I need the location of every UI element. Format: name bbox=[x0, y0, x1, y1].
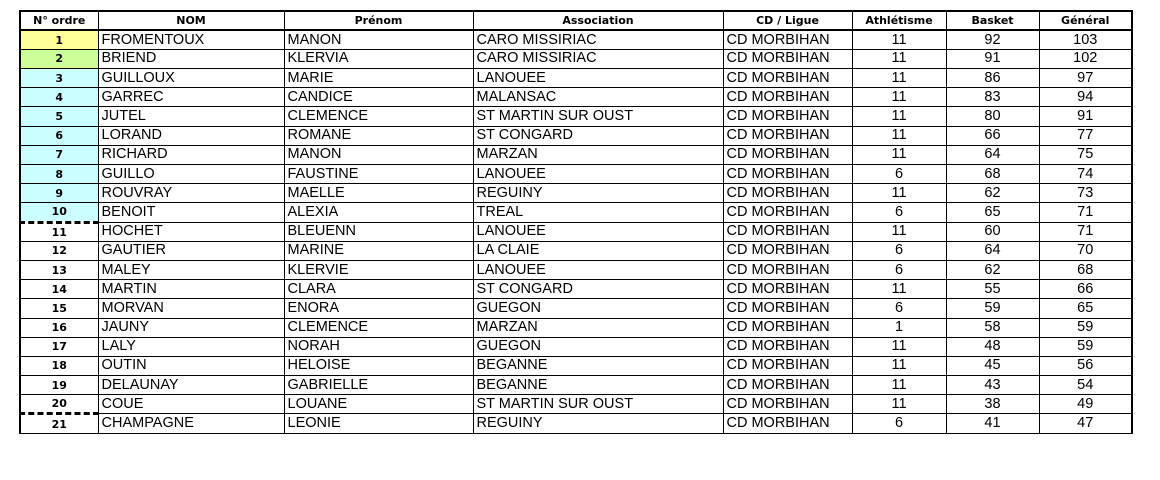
cell-ligue: CD MORBIHAN bbox=[723, 356, 852, 375]
cell-athletisme: 11 bbox=[852, 126, 946, 145]
table-row bbox=[20, 107, 1132, 126]
cell-rank: 4 bbox=[20, 88, 98, 107]
cell-nom: COUE bbox=[98, 395, 284, 414]
table-row bbox=[20, 376, 1132, 395]
cell-rank: 11 bbox=[20, 222, 98, 241]
cell-rank: 21 bbox=[20, 414, 98, 433]
cell-basket: 64 bbox=[946, 241, 1039, 260]
cell-general: 66 bbox=[1039, 280, 1132, 299]
cell-prenom: CLEMENCE bbox=[284, 318, 473, 337]
cell-association: ST MARTIN SUR OUST bbox=[473, 107, 723, 126]
cell-general: 75 bbox=[1039, 145, 1132, 164]
cell-rank: 13 bbox=[20, 260, 98, 279]
cell-prenom: BLEUENN bbox=[284, 222, 473, 241]
cell-general: 74 bbox=[1039, 165, 1132, 184]
cell-prenom: NORAH bbox=[284, 337, 473, 356]
cell-nom: MORVAN bbox=[98, 299, 284, 318]
cell-association: LANOUEE bbox=[473, 222, 723, 241]
table-row bbox=[20, 203, 1132, 222]
cell-association: TREAL bbox=[473, 203, 723, 222]
cell-prenom: KLERVIE bbox=[284, 260, 473, 279]
cell-ligue: CD MORBIHAN bbox=[723, 260, 852, 279]
cell-ligue: CD MORBIHAN bbox=[723, 88, 852, 107]
cell-rank: 6 bbox=[20, 126, 98, 145]
header-athletisme: Athlétisme bbox=[852, 11, 946, 30]
cell-association: ST CONGARD bbox=[473, 280, 723, 299]
cell-athletisme: 1 bbox=[852, 318, 946, 337]
header-prenom: Prénom bbox=[284, 11, 473, 30]
table-row bbox=[20, 49, 1132, 68]
cell-athletisme: 11 bbox=[852, 145, 946, 164]
header-rank: N° ordre bbox=[20, 11, 98, 30]
cell-rank: 16 bbox=[20, 318, 98, 337]
cell-nom: GARREC bbox=[98, 88, 284, 107]
cell-association: CARO MISSIRIAC bbox=[473, 30, 723, 49]
cell-rank: 15 bbox=[20, 299, 98, 318]
cell-general: 49 bbox=[1039, 395, 1132, 414]
cell-general: 71 bbox=[1039, 203, 1132, 222]
cell-nom: GAUTIER bbox=[98, 241, 284, 260]
header-basket: Basket bbox=[946, 11, 1039, 30]
cell-athletisme: 11 bbox=[852, 49, 946, 68]
cell-prenom: FAUSTINE bbox=[284, 165, 473, 184]
cell-basket: 62 bbox=[946, 184, 1039, 203]
cell-prenom: CLEMENCE bbox=[284, 107, 473, 126]
cell-association: REGUINY bbox=[473, 414, 723, 433]
cell-athletisme: 11 bbox=[852, 184, 946, 203]
cell-nom: DELAUNAY bbox=[98, 376, 284, 395]
cell-association: GUEGON bbox=[473, 299, 723, 318]
cell-basket: 58 bbox=[946, 318, 1039, 337]
cell-association: LANOUEE bbox=[473, 69, 723, 88]
cell-nom: CHAMPAGNE bbox=[98, 414, 284, 433]
table-row bbox=[20, 356, 1132, 375]
cell-general: 102 bbox=[1039, 49, 1132, 68]
cell-general: 70 bbox=[1039, 241, 1132, 260]
table-row bbox=[20, 280, 1132, 299]
table-row bbox=[20, 337, 1132, 356]
cell-basket: 43 bbox=[946, 376, 1039, 395]
table-row bbox=[20, 165, 1132, 184]
cell-basket: 45 bbox=[946, 356, 1039, 375]
cell-athletisme: 6 bbox=[852, 203, 946, 222]
cell-association: LANOUEE bbox=[473, 165, 723, 184]
cell-association: GUEGON bbox=[473, 337, 723, 356]
cell-prenom: MARINE bbox=[284, 241, 473, 260]
cell-ligue: CD MORBIHAN bbox=[723, 414, 852, 433]
cell-prenom: KLERVIA bbox=[284, 49, 473, 68]
header-row bbox=[20, 11, 1132, 30]
cell-rank: 2 bbox=[20, 49, 98, 68]
table-row bbox=[20, 222, 1132, 241]
cell-ligue: CD MORBIHAN bbox=[723, 241, 852, 260]
cell-ligue: CD MORBIHAN bbox=[723, 280, 852, 299]
cell-general: 65 bbox=[1039, 299, 1132, 318]
cell-ligue: CD MORBIHAN bbox=[723, 395, 852, 414]
cell-nom: HOCHET bbox=[98, 222, 284, 241]
results-body bbox=[20, 30, 1132, 433]
cell-nom: JAUNY bbox=[98, 318, 284, 337]
cell-association: BEGANNE bbox=[473, 376, 723, 395]
table-row bbox=[20, 318, 1132, 337]
cell-rank: 7 bbox=[20, 145, 98, 164]
cell-nom: JUTEL bbox=[98, 107, 284, 126]
cell-general: 56 bbox=[1039, 356, 1132, 375]
cell-general: 47 bbox=[1039, 414, 1132, 433]
cell-basket: 48 bbox=[946, 337, 1039, 356]
cell-prenom: HELOISE bbox=[284, 356, 473, 375]
cell-basket: 66 bbox=[946, 126, 1039, 145]
cell-ligue: CD MORBIHAN bbox=[723, 337, 852, 356]
table-row bbox=[20, 30, 1132, 49]
cell-basket: 59 bbox=[946, 299, 1039, 318]
cell-nom: RICHARD bbox=[98, 145, 284, 164]
cell-athletisme: 6 bbox=[852, 414, 946, 433]
cell-athletisme: 6 bbox=[852, 299, 946, 318]
cell-athletisme: 11 bbox=[852, 337, 946, 356]
cell-athletisme: 6 bbox=[852, 260, 946, 279]
header-nom: NOM bbox=[98, 11, 284, 30]
cell-rank: 14 bbox=[20, 280, 98, 299]
cell-ligue: CD MORBIHAN bbox=[723, 126, 852, 145]
cell-basket: 62 bbox=[946, 260, 1039, 279]
cell-nom: FROMENTOUX bbox=[98, 30, 284, 49]
cell-prenom: MANON bbox=[284, 30, 473, 49]
cell-nom: LALY bbox=[98, 337, 284, 356]
table-row bbox=[20, 395, 1132, 414]
cell-rank: 19 bbox=[20, 376, 98, 395]
cell-general: 77 bbox=[1039, 126, 1132, 145]
cell-basket: 86 bbox=[946, 69, 1039, 88]
cell-rank: 18 bbox=[20, 356, 98, 375]
cell-prenom: MANON bbox=[284, 145, 473, 164]
cell-association: MARZAN bbox=[473, 318, 723, 337]
cell-athletisme: 11 bbox=[852, 376, 946, 395]
cell-association: LA CLAIE bbox=[473, 241, 723, 260]
cell-prenom: LOUANE bbox=[284, 395, 473, 414]
cell-prenom: MARIE bbox=[284, 69, 473, 88]
cell-prenom: ROMANE bbox=[284, 126, 473, 145]
table-row bbox=[20, 88, 1132, 107]
cell-basket: 41 bbox=[946, 414, 1039, 433]
cell-basket: 92 bbox=[946, 30, 1039, 49]
cell-association: ST CONGARD bbox=[473, 126, 723, 145]
cell-basket: 64 bbox=[946, 145, 1039, 164]
cell-athletisme: 11 bbox=[852, 356, 946, 375]
table-row bbox=[20, 241, 1132, 260]
cell-ligue: CD MORBIHAN bbox=[723, 69, 852, 88]
cell-prenom: GABRIELLE bbox=[284, 376, 473, 395]
cell-association: BEGANNE bbox=[473, 356, 723, 375]
cell-nom: BRIEND bbox=[98, 49, 284, 68]
cell-prenom: CANDICE bbox=[284, 88, 473, 107]
table-row bbox=[20, 260, 1132, 279]
cell-rank: 20 bbox=[20, 395, 98, 414]
cell-ligue: CD MORBIHAN bbox=[723, 49, 852, 68]
cell-nom: MALEY bbox=[98, 260, 284, 279]
cell-general: 94 bbox=[1039, 88, 1132, 107]
cell-basket: 68 bbox=[946, 165, 1039, 184]
cell-general: 73 bbox=[1039, 184, 1132, 203]
cell-general: 68 bbox=[1039, 260, 1132, 279]
cell-basket: 83 bbox=[946, 88, 1039, 107]
cell-rank: 3 bbox=[20, 69, 98, 88]
cell-ligue: CD MORBIHAN bbox=[723, 165, 852, 184]
cell-athletisme: 11 bbox=[852, 395, 946, 414]
cell-ligue: CD MORBIHAN bbox=[723, 145, 852, 164]
cell-ligue: CD MORBIHAN bbox=[723, 203, 852, 222]
cell-prenom: ALEXIA bbox=[284, 203, 473, 222]
cell-ligue: CD MORBIHAN bbox=[723, 30, 852, 49]
cell-basket: 65 bbox=[946, 203, 1039, 222]
cell-rank: 17 bbox=[20, 337, 98, 356]
cell-general: 59 bbox=[1039, 337, 1132, 356]
cell-basket: 60 bbox=[946, 222, 1039, 241]
cell-basket: 80 bbox=[946, 107, 1039, 126]
cell-athletisme: 11 bbox=[852, 107, 946, 126]
cell-nom: GUILLOUX bbox=[98, 69, 284, 88]
cell-general: 91 bbox=[1039, 107, 1132, 126]
cell-prenom: LEONIE bbox=[284, 414, 473, 433]
cell-nom: MARTIN bbox=[98, 280, 284, 299]
cell-rank: 9 bbox=[20, 184, 98, 203]
cell-association: REGUINY bbox=[473, 184, 723, 203]
cell-athletisme: 11 bbox=[852, 69, 946, 88]
cell-ligue: CD MORBIHAN bbox=[723, 107, 852, 126]
cell-association: LANOUEE bbox=[473, 260, 723, 279]
table-row bbox=[20, 299, 1132, 318]
cell-general: 97 bbox=[1039, 69, 1132, 88]
cell-association: ST MARTIN SUR OUST bbox=[473, 395, 723, 414]
header-association: Association bbox=[473, 11, 723, 30]
cell-ligue: CD MORBIHAN bbox=[723, 318, 852, 337]
cell-athletisme: 11 bbox=[852, 280, 946, 299]
cell-prenom: ENORA bbox=[284, 299, 473, 318]
cell-association: MARZAN bbox=[473, 145, 723, 164]
cell-nom: LORAND bbox=[98, 126, 284, 145]
cell-rank: 12 bbox=[20, 241, 98, 260]
results-table bbox=[19, 10, 1133, 434]
cell-nom: ROUVRAY bbox=[98, 184, 284, 203]
table-row bbox=[20, 145, 1132, 164]
cell-athletisme: 11 bbox=[852, 30, 946, 49]
cell-prenom: CLARA bbox=[284, 280, 473, 299]
cell-basket: 55 bbox=[946, 280, 1039, 299]
cell-basket: 91 bbox=[946, 49, 1039, 68]
cell-ligue: CD MORBIHAN bbox=[723, 184, 852, 203]
cell-rank: 8 bbox=[20, 165, 98, 184]
cell-general: 59 bbox=[1039, 318, 1132, 337]
cell-rank: 1 bbox=[20, 30, 98, 49]
cell-general: 103 bbox=[1039, 30, 1132, 49]
cell-association: MALANSAC bbox=[473, 88, 723, 107]
cell-general: 54 bbox=[1039, 376, 1132, 395]
cell-rank: 10 bbox=[20, 203, 98, 222]
header-general: Général bbox=[1039, 11, 1132, 30]
cell-athletisme: 11 bbox=[852, 88, 946, 107]
table-row bbox=[20, 414, 1132, 433]
table-row bbox=[20, 184, 1132, 203]
cell-athletisme: 11 bbox=[852, 222, 946, 241]
cell-nom: OUTIN bbox=[98, 356, 284, 375]
cell-rank: 5 bbox=[20, 107, 98, 126]
table-row bbox=[20, 126, 1132, 145]
cell-athletisme: 6 bbox=[852, 165, 946, 184]
cell-ligue: CD MORBIHAN bbox=[723, 376, 852, 395]
cell-athletisme: 6 bbox=[852, 241, 946, 260]
cell-nom: BENOIT bbox=[98, 203, 284, 222]
header-ligue: CD / Ligue bbox=[723, 11, 852, 30]
cell-general: 71 bbox=[1039, 222, 1132, 241]
cell-basket: 38 bbox=[946, 395, 1039, 414]
cell-nom: GUILLO bbox=[98, 165, 284, 184]
cell-ligue: CD MORBIHAN bbox=[723, 222, 852, 241]
cell-prenom: MAELLE bbox=[284, 184, 473, 203]
cell-ligue: CD MORBIHAN bbox=[723, 299, 852, 318]
cell-association: CARO MISSIRIAC bbox=[473, 49, 723, 68]
table-row bbox=[20, 69, 1132, 88]
